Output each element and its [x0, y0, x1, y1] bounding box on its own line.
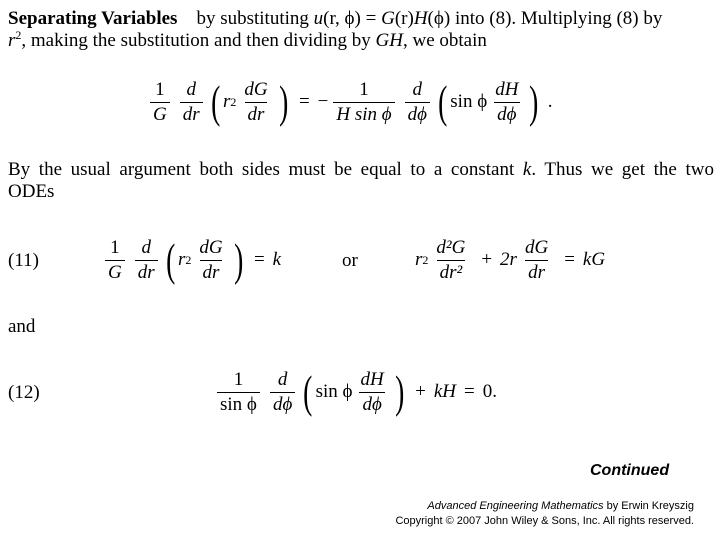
copyright: Copyright © 2007 John Wiley & Sons, Inc. All rights reserved.: [395, 515, 694, 527]
para-text: By the usual argument both sides must be equal to a constant: [8, 159, 523, 180]
right-paren-2: ): [529, 76, 539, 127]
intro-text: by substituting: [196, 8, 314, 29]
intro-line-1: [8, 8, 662, 30]
equation-separated: $\frac{1}{G}$ $\frac{d}{dr}$ ( r 2 $\frac{dG}{dr}$ ) = − $\frac{1}{\text{H sin ϕ}}$ $\frac{d}{d\phi}$ ( sin ϕ $\frac{dH}{d\phi}$ ) .: [145, 72, 553, 132]
equals: =: [360, 8, 382, 29]
frac-d-dphi: $\frac{d}{d\phi}$: [405, 80, 430, 125]
para-2-line-2: ODEs: [8, 181, 55, 202]
equation-12: [212, 362, 497, 422]
frac-d-dr: $\frac{d}{dr}$: [135, 238, 158, 283]
term-kG: kG: [582, 249, 606, 270]
var-r: r: [8, 30, 16, 51]
frac-1-over-Hsin: $\frac{1}{\text{H sin ϕ}}$: [333, 80, 394, 125]
period: .: [547, 91, 553, 112]
para-text-end: . Thus we get the two: [531, 159, 714, 180]
frac-d-dr: $\frac{d}{dr}$: [180, 80, 203, 125]
left-paren: (: [303, 366, 313, 417]
frac-dH-dphi: $\frac{dH}{d\phi}$: [360, 368, 384, 415]
left-paren-2: (: [438, 76, 448, 127]
equation-11-right: r 2 $\frac{\text{d²G}}{\text{dr²}}$ + 2r $\frac{dG}{dr}$ = kG: [415, 236, 606, 283]
var-u: u: [313, 8, 324, 29]
equation-number-11: (11): [8, 250, 39, 271]
intro-line-2: [8, 30, 487, 52]
frac-1-over-sin: $\frac{1}{\text{sin ϕ}}$: [217, 370, 260, 415]
equation-number-12: (12): [8, 382, 40, 403]
var-r: r: [222, 91, 231, 112]
equals: =: [298, 91, 310, 112]
equals: =: [253, 249, 265, 270]
equals: =: [564, 249, 575, 270]
plus: +: [415, 381, 426, 402]
left-paren: (: [165, 234, 175, 285]
var-r: r: [415, 249, 423, 270]
equation-11-left: $\frac{1}{G}$ $\frac{d}{dr}$ ( r 2 $\frac{dG}{dr}$ ) = k: [100, 230, 281, 290]
sin-phi: sin ϕ: [450, 91, 488, 112]
section-heading: Separating Variables: [8, 8, 178, 29]
sin-phi: sin ϕ: [315, 381, 353, 402]
right-paren: ): [233, 234, 243, 285]
var-GH: GH: [375, 30, 403, 51]
or-text: or: [342, 250, 358, 271]
var-H: H: [413, 8, 428, 29]
frac-dG-dr: $\frac{dG}{dr}$: [524, 236, 549, 283]
frac-d2G-dr2: $\frac{\text{d²G}}{\text{dr²}}$: [436, 236, 466, 283]
args-phi: (ϕ): [427, 8, 451, 29]
frac-d-dphi: $\frac{d}{d\phi}$: [270, 370, 295, 415]
var-k: k: [272, 249, 282, 270]
book-title: Advanced Engineering Mathematics: [427, 500, 604, 512]
book-author: by Erwin Kreyszig: [603, 500, 694, 512]
term-kH: kH: [433, 381, 456, 402]
args: (r, ϕ): [323, 8, 361, 29]
var-k: k: [522, 159, 532, 180]
para-2-line-1: [8, 159, 714, 181]
intro-text-2-end: , we obtain: [402, 30, 487, 51]
equals: =: [463, 381, 475, 402]
frac-1-over-G: $\frac{1}{G}$: [105, 238, 125, 283]
right-paren: ): [278, 76, 288, 127]
intro-text-2: , making the substitution and then dividing by: [21, 30, 376, 51]
and-text: and: [8, 316, 36, 337]
frac-1-over-G: $\frac{1}{G}$: [150, 80, 170, 125]
frac-dG-dr: $\frac{dG}{dr}$: [244, 78, 268, 125]
zero: 0.: [482, 381, 497, 402]
frac-dH-dphi: $\frac{dH}{d\phi}$: [495, 78, 519, 125]
exponent: 2: [15, 28, 22, 42]
var-G: G: [381, 8, 395, 29]
frac-dG-dr: $\frac{dG}{dr}$: [199, 236, 223, 283]
plus: +: [481, 249, 493, 270]
left-paren: (: [210, 76, 220, 127]
minus: −: [317, 91, 329, 112]
continued-label: Continued: [590, 462, 670, 479]
right-paren: ): [394, 366, 405, 417]
book-credit: [427, 500, 694, 512]
args-r: (r): [394, 8, 414, 29]
var-r: r: [177, 249, 186, 270]
term-2r: 2r: [500, 249, 517, 270]
intro-text-end: into (8). Multiplying (8) by: [450, 8, 663, 29]
